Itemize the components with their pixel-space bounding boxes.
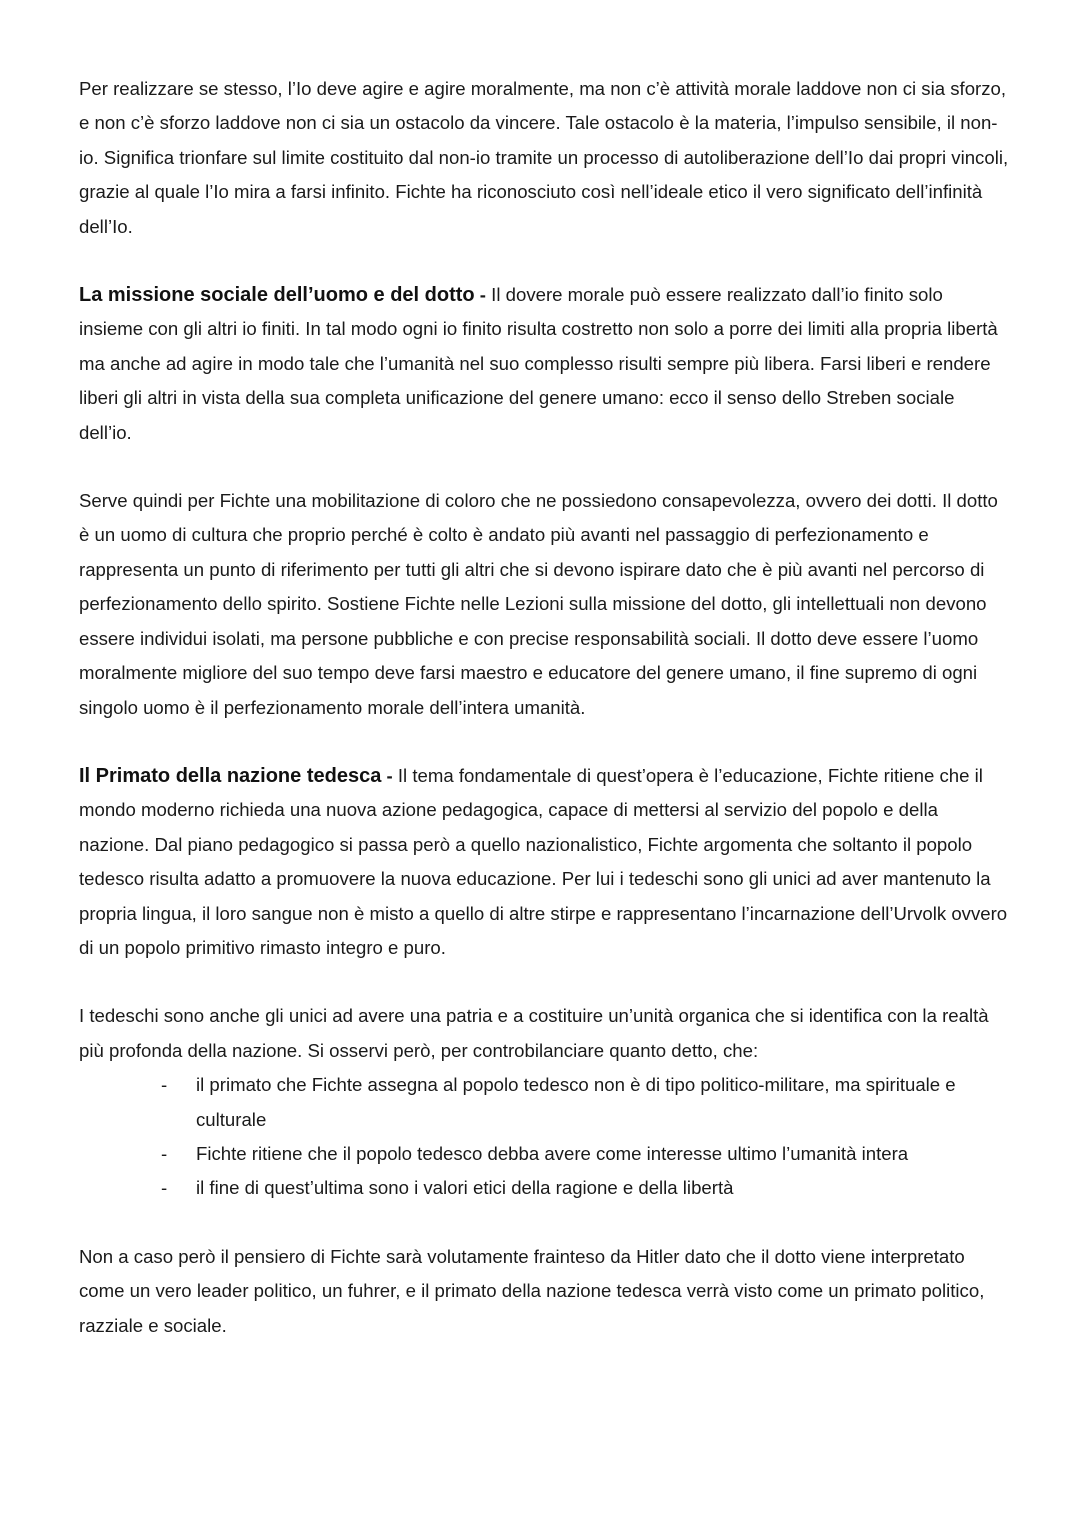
- paragraph-hitler-misreading: Non a caso però il pensiero di Fichte sarà volutamente frainteso da Hitler dato che il dotto viene interpretato come un vero leader politico, un fuhrer, e il primato della nazione tedesca verrà visto come un primato politico, razziale e sociale.: [79, 1245, 985, 1336]
- paragraph-social-mission: [79, 278, 1009, 450]
- list-item-text: il primato che Fichte assegna al popolo tedesco non è di tipo politico-militare, ma spirituale e culturale: [196, 1074, 956, 1130]
- list-item-text: il fine di quest’ultima sono i valori etici della ragione e della libertà: [196, 1177, 734, 1199]
- list-item: [79, 1171, 1009, 1205]
- paragraph-body: Il dovere morale può essere realizzato dall’io finito solo insieme con gli altri io finiti. In tal modo ogni io finito risulta costretto non solo a porre dei limiti alla propria libertà ma anche ad agire in modo tale che l’umanità nel suo complesso risulti sempre più libera. Farsi liberi e rendere liberi gli altri in vista della sua completa unificazione del genere umano: ecco il senso dello Streben sociale dell’io.: [79, 284, 998, 443]
- paragraph-german-nation: [79, 759, 1009, 965]
- section-heading-german-nation: Il Primato della nazione tedesca: [79, 764, 382, 787]
- paragraph-gap: [79, 1206, 1009, 1240]
- paragraph-dotti: Serve quindi per Fichte una mobilitazione di coloro che ne possiedono consapevolezza, ovvero dei dotti. Il dotto è un uomo di cultura che proprio perché è colto è andato più avanti nel passaggio di perfezionamento e rappresenta un punto di riferimento per tutti gli altri che si devono ispirare dato che è più avanti nel percorso di perfezionamento dello spirito. Sostiene Fichte nelle Lezioni sulla missione del dotto, gli intellettuali non devono essere individui isolati, ma persone pubbliche e con precise responsabilità sociali. Il dotto deve essere l’uomo moralmente migliore del suo tempo deve farsi maestro e educatore del genere umano, il fine supremo di ogni singolo uomo è il perfezionamento morale dell’intera umanità.: [79, 490, 998, 718]
- list-item: [79, 1137, 1009, 1171]
- heading-separator: -: [381, 764, 398, 786]
- paragraph-gap: [79, 450, 1009, 484]
- paragraph-gap: [79, 244, 1009, 278]
- bullet-dash: -: [161, 1142, 168, 1164]
- paragraph-germans-homeland: I tedeschi sono anche gli unici ad avere una patria e a costituire un’unità organica che si identifica con la realtà più profonda della nazione. Si osservi però, per controbilanciare quanto detto, che:: [79, 1005, 989, 1061]
- bullet-list: [79, 1068, 1009, 1206]
- bullet-dash: -: [161, 1074, 168, 1096]
- paragraph-io-moral-action: Per realizzare se stesso, l’Io deve agire e agire moralmente, ma non c’è attività morale laddove non ci sia sforzo, e non c’è sforzo laddove non ci sia un ostacolo da vincere. Tale ostacolo è la materia, l’impulso sensibile, il non-io. Significa trionfare sul limite costituito dal non-io tramite un processo di autoliberazione dell’Io dai propri vincoli, grazie al quale l’Io mira a farsi infinito. Fichte ha riconosciuto così nell’ideale etico il vero significato dell’infinità dell’Io.: [79, 78, 1009, 237]
- heading-separator: -: [474, 284, 492, 306]
- paragraph-body: Il tema fondamentale di quest’opera è l’educazione, Fichte ritiene che il mondo moderno richieda una nuova azione pedagogica, capace di mettersi al servizio del popolo e della nazione. Dal piano pedagogico si passa però a quello nazionalistico, Fichte argomenta che soltanto il popolo tedesco risulta adatto a promuovere la nuova educazione. Per lui i tedeschi sono gli unici ad aver mantenuto la propria lingua, il loro sangue non è misto a quello di altre stirpe e rappresentano l’incarnazione dell’Urvolk ovvero di un popolo primitivo rimasto integro e puro.: [79, 764, 1008, 958]
- section-heading-social-mission: La missione sociale dell’uomo e del dotto: [79, 284, 475, 307]
- document-page: [79, 72, 1009, 1343]
- bullet-dash: -: [161, 1177, 168, 1199]
- paragraph-gap: [79, 725, 1009, 759]
- list-item: [79, 1068, 1009, 1137]
- paragraph-gap: [79, 965, 1009, 999]
- list-item-text: Fichte ritiene che il popolo tedesco debba avere come interesse ultimo l’umanità intera: [196, 1142, 909, 1164]
